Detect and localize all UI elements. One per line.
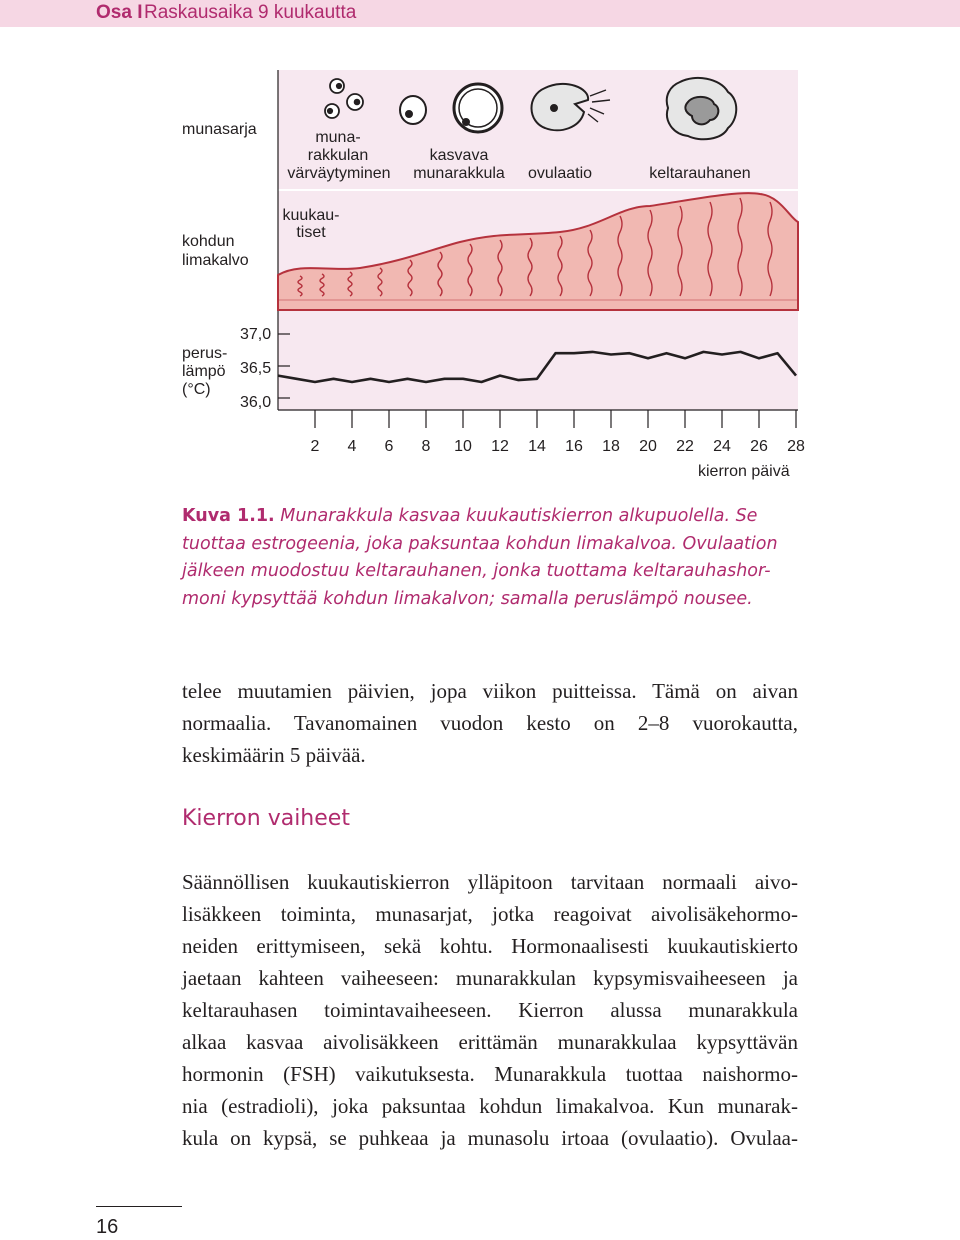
x-tick-label: 4 bbox=[347, 438, 357, 455]
paragraph-line: lisäkkeen toiminta, munasarjat, jotka reagoivat aivolisäkehormo- bbox=[182, 902, 798, 926]
temperature-row-label-2: lämpö bbox=[182, 363, 226, 380]
stage-recruitment-3: värväytyminen bbox=[287, 165, 391, 182]
paragraph-line: keskimäärin 5 päivää. bbox=[182, 743, 366, 767]
figure-number: Kuva 1.1. bbox=[182, 506, 275, 526]
stage-recruitment-1: muna- bbox=[315, 129, 361, 146]
paragraph-line: nia (estradioli), joka paksuntaa kohdun limakalvoa. Kun munarak- bbox=[182, 1094, 798, 1118]
stage-recruitment-2: rakkulan bbox=[307, 147, 369, 164]
endometrium-row-label-2: limakalvo bbox=[182, 252, 249, 269]
caption-line-3: jälkeen muodostuu keltarauhanen, jonka tuottama keltarauhashor- bbox=[182, 561, 771, 581]
paragraph-continuation bbox=[182, 675, 798, 771]
x-tick-label: 6 bbox=[384, 438, 394, 455]
paragraph-line: alkaa kasvaa aivolisäkkeen erittämän munarakkulaa kypsyttävän bbox=[182, 1030, 798, 1054]
x-tick-label: 12 bbox=[491, 438, 509, 455]
page-number: 16 bbox=[96, 1216, 119, 1238]
x-tick-label: 14 bbox=[528, 438, 546, 455]
chapter-title: Raskausaika 9 kuukautta bbox=[144, 2, 357, 23]
x-tick-label: 18 bbox=[602, 438, 620, 455]
temperature-panel bbox=[278, 310, 798, 410]
menstruation-label-1: kuukau- bbox=[282, 207, 340, 224]
footer-rule bbox=[96, 1206, 182, 1207]
figure-caption bbox=[182, 503, 822, 613]
caption-line-2: tuottaa estrogeenia, joka paksuntaa kohdun limakalvoa. Ovulaation bbox=[182, 533, 778, 554]
paragraph-line: Säännöllisen kuukautiskierron ylläpitoon tarvitaan normaali aivo- bbox=[182, 870, 798, 894]
section-heading: Kierron vaiheet bbox=[182, 806, 350, 831]
paragraph-line: neiden erittymiseen, sekä kohtu. Hormonaalisesti kuukautiskierto bbox=[182, 934, 798, 958]
paragraph-line: hormonin (FSH) vaikutuksesta. Munarakkula tuottaa naishormo- bbox=[182, 1062, 798, 1086]
temperature-row-label-1: perus- bbox=[182, 345, 228, 362]
x-tick-label: 24 bbox=[713, 438, 731, 455]
x-tick-label: 10 bbox=[454, 438, 472, 455]
paragraph-line: jaetaan kahteen vaiheeseen: munarakkulan kypsymisvaiheeseen ja bbox=[182, 966, 798, 990]
x-tick-label: 26 bbox=[750, 438, 768, 455]
x-tick-label: 28 bbox=[787, 438, 805, 455]
ovary-row-label: munasarja bbox=[182, 121, 257, 138]
x-tick-label: 20 bbox=[639, 438, 657, 455]
stage-corpus-luteum: keltarauhanen bbox=[649, 165, 751, 182]
stage-ovulation: ovulaatio bbox=[527, 165, 593, 182]
stage-growing-2: munarakkula bbox=[413, 165, 505, 182]
x-tick-marks bbox=[315, 410, 796, 428]
x-tick-label: 8 bbox=[421, 438, 431, 455]
temperature-row-label-3: (°C) bbox=[182, 381, 211, 398]
y-tick-label-37: 37,0 bbox=[240, 326, 272, 343]
y-tick-label-36: 36,0 bbox=[240, 394, 272, 411]
paragraph-line: keltarauhasen toimintavaiheeseen. Kierron alussa munarakkula bbox=[182, 998, 798, 1022]
x-axis-label: kierron päivä bbox=[698, 463, 790, 480]
x-tick-label: 22 bbox=[676, 438, 694, 455]
stage-growing-1: kasvava bbox=[429, 147, 489, 164]
x-tick-label: 2 bbox=[310, 438, 320, 455]
paragraph-line: kula on kypsä, se puhkeaa ja munasolu irtoaa (ovulaatio). Ovulaa- bbox=[182, 1126, 798, 1150]
y-tick-label-36-5: 36,5 bbox=[240, 360, 272, 377]
menstrual-cycle-figure bbox=[0, 0, 960, 500]
x-tick-label: 16 bbox=[565, 438, 583, 455]
part-label: Osa I bbox=[96, 2, 143, 23]
menstruation-label-2: tiset bbox=[296, 224, 326, 241]
caption-line-1: Munarakkula kasvaa kuukautiskierron alkupuolella. Se bbox=[280, 506, 758, 526]
paragraph-line: normaalia. Tavanomainen vuodon kesto on 2–8 vuorokautta, bbox=[182, 711, 798, 735]
paragraph-line: telee muutamien päivien, jopa viikon puitteissa. Tämä on aivan bbox=[182, 679, 798, 703]
endometrium-row-label-1: kohdun bbox=[182, 233, 235, 250]
caption-line-4: moni kypsyttää kohdun limakalvon; samalla peruslämpö nousee. bbox=[182, 588, 753, 609]
paragraph-cycle-phases bbox=[182, 866, 798, 1154]
